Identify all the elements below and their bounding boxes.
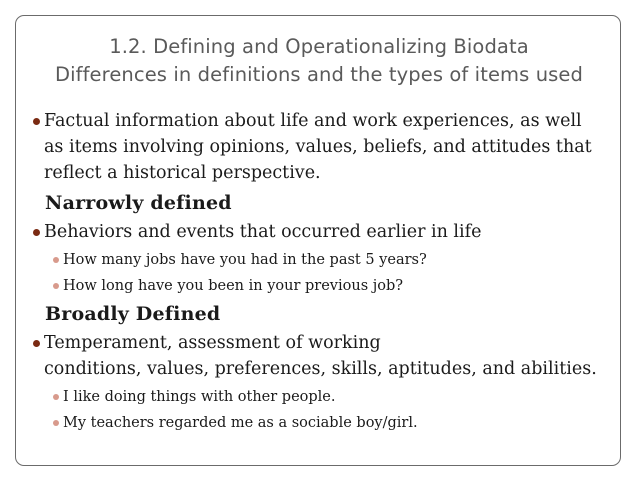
- broad-heading: Broadly Defined: [45, 303, 221, 325]
- intro-bullet: [33, 108, 623, 186]
- slide-title: [0, 33, 638, 89]
- broad-bullet-line-1: Temperament, assessment of working: [44, 333, 381, 353]
- narrow-bullet-text: Behaviors and events that occurred earlier in life: [44, 222, 482, 242]
- narrow-heading: Narrowly defined: [45, 192, 232, 214]
- broad-sub-item: [33, 386, 623, 408]
- sub-bullet-dot-icon: [53, 420, 59, 426]
- bullet-dot-icon: [33, 229, 40, 236]
- sub-bullet-dot-icon: [53, 283, 59, 289]
- intro-line-3: reflect a historical perspective.: [44, 163, 321, 183]
- narrow-sub-text-1: How many jobs have you had in the past 5 years?: [63, 252, 427, 268]
- narrow-sub-text-2: How long have you been in your previous job?: [63, 278, 404, 294]
- narrow-sub-item: [33, 275, 623, 297]
- bullet-dot-icon: [33, 340, 40, 347]
- intro-line-1: Factual information about life and work experiences, as well: [44, 111, 582, 131]
- bullet-dot-icon: [33, 118, 40, 125]
- intro-line-2: as items involving opinions, values, beliefs, and attitudes that: [44, 137, 592, 157]
- narrow-sub-item: [33, 249, 623, 271]
- broad-bullet-line-2: conditions, values, preferences, skills, aptitudes, and abilities.: [44, 359, 597, 379]
- sub-bullet-dot-icon: [53, 394, 59, 400]
- title-line-2: Differences in definitions and the types of items used: [54, 63, 583, 86]
- broad-bullet: [33, 330, 623, 382]
- title-line-1: 1.2. Defining and Operationalizing Biodata: [109, 35, 529, 58]
- broad-sub-text-2: My teachers regarded me as a sociable boy/girl.: [63, 415, 418, 431]
- broad-sub-text-1: I like doing things with other people.: [63, 389, 336, 405]
- slide-body: [33, 108, 623, 438]
- broad-sub-item: [33, 412, 623, 434]
- sub-bullet-dot-icon: [53, 257, 59, 263]
- narrow-bullet: [33, 219, 623, 245]
